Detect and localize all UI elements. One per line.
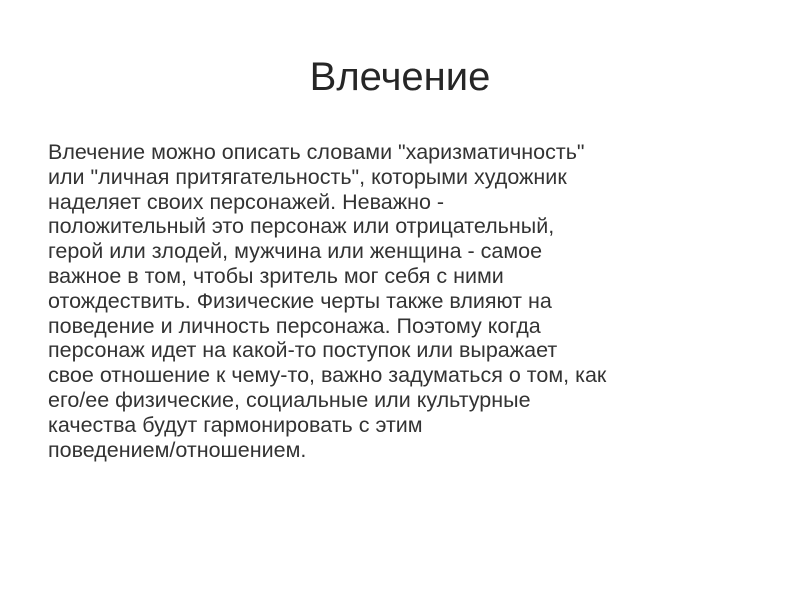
slide-title: Влечение xyxy=(309,55,491,99)
slide-body-text: Влечение можно описать словами "харизматичность" или "личная притягательность", которыми художник наделяет своих персонажей. Неважно - положительный это персонаж или отрицательный, герой или злодей, мужчина или женщина - самое важное в том, чтобы зритель мог себя с ними отождествить. Физические черты также влияют на поведение и личность персонажа. Поэтому когда персонаж идет на какой-то поступок или выражает свое отношение к чему-то, важно задуматься о том, как его/ее физические, социальные или культурные качества будут гармонировать с этим поведением/отношением. xyxy=(48,140,607,462)
